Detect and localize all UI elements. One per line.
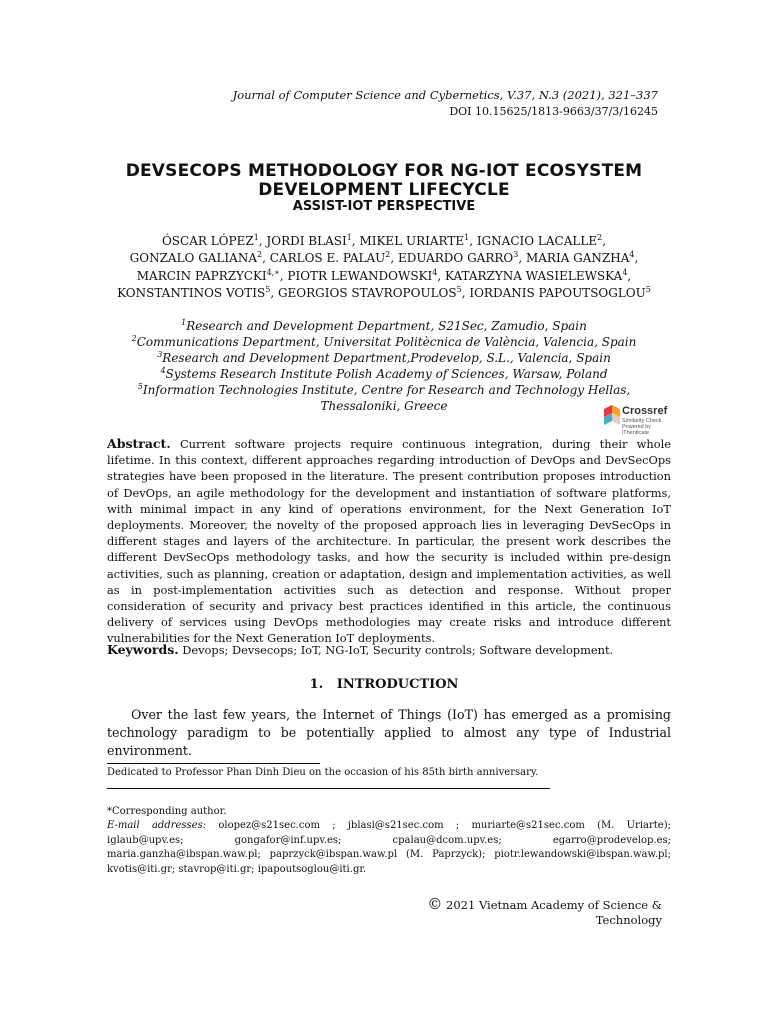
abstract-text: Current software projects require continuous integration, during their whole lifetime. In this context, different approaches regarding introduction of DevOps and DevSecOps strategies have been proposed in the literature. The present contribution proposes introduction of DevOps, an agile methodology for the development and instantiation of software platforms, with minimal impact in any kind of operations environment, for the Next Generation IoT deployments. Moreover, the novelty of the proposed approach lies in leveraging DevSecOps in different stages and layers of the architecture. In particular, the present work describes the different DevSecOps methodology tasks, and how the security is included within pre-design activities, such as planning, creation or adaptation, design and implementation activities, as well as in post-implementation activities such as detection and response. Without proper consideration of security and privacy best practices identified in this article, the continuous delivery of services using DevOps methodologies may create risks and introduce different vulnerabilities for the Next Generation IoT deployments. [107,437,671,646]
author-line-1: ÓSCAR LÓPEZ$^1$, JORDI BLASI$^1$, MIKEL URIARTE$^1$, IGNACIO LACALLE$^2$, [161,233,607,248]
crossref-icon [604,405,620,425]
title-line-1: DEVSECOPS METHODOLOGY FOR NG-IOT ECOSYSTEM [125,161,643,181]
paper-subtitle: ASSIST-IOT PERSPECTIVE [292,199,476,214]
keywords-text: Devops; Devsecops; IoT, NG-IoT, Security controls; Software development. [182,643,614,657]
title-line-2: DEVELOPMENT LIFECYCLE [258,180,510,200]
copyright-text: 2021 Vietnam Academy of Science & Technology [446,898,662,927]
crossref-name: Crossref [622,405,668,417]
affiliation: $^2$Communications Department, Universitat Politècnica de València, Valencia, Spain [131,334,637,349]
author-line-3: MARCIN $PAPRZYCKI^{4,∗}$, PIOTR LEWANDOWSKI$^4$, KATARZYNA WASIELEWSKA$^4$, [136,267,632,283]
affiliation: $^3$Research and Development Department,Prodevelop, S.L., Valencia, Spain [157,350,611,365]
copyright-symbol: © [427,895,443,913]
corresponding-author-note: *Corresponding author. [107,806,227,817]
affiliation: $^5$Information Technologies Institute, Centre for Research and Technology Hellas, [137,382,631,397]
intro-paragraph: Over the last few years, the Internet of Things (IoT) has emerged as a promising technology paradigm to be potentially applied to almost any type of Industrial environment. [107,707,671,758]
keywords-label: Keywords. [107,642,179,657]
crossref-logo[interactable] [604,405,668,436]
footnote-divider [107,763,320,764]
paper-title [60,162,708,200]
keywords [107,642,671,657]
affiliations [60,318,708,414]
affiliation: $^4$Systems Research Institute Polish Academy of Sciences, Warsaw, Poland [160,366,608,381]
author-line-2: GONZALO GALIANA$^2$, CARLOS E. PALAU$^2$, EDUARDO GARRO$^3$, MARIA GANZHA$^4$, [129,250,639,266]
journal-citation: Journal of Computer Science and Cybernetics, V.37, N.3 (2021), 321–337 [232,88,658,102]
affiliation: Thessaloniki, Greece [320,399,448,413]
email-label: E-mail addresses: [107,820,207,831]
email-list: olopez@s21sec.com ; jblasi@s21sec.com ; muriarte@s21sec.com (M. Uriarte); iglaub@upv.es; gongafor@inf.upv.es; cpalau@dcom.upv.es; egarro@prodevelop.es; maria.ganzha@ibspan.waw.pl; paprzyck@ibspan.waw.pl (M. Paprzyck); piotr.lewandowski@ibspan.waw.pl; kvotis@iti.gr; stavrop@iti.gr; ipapoutsoglou@iti.gr. [107,820,671,875]
abstract [107,436,671,647]
footnote-divider [107,788,550,789]
dedication-footnote: Dedicated to Professor Phan Dinh Dieu on the occasion of his 85th birth anniversary. [107,767,539,778]
crossref-subtitle: Similarity Check Powered by iThenticate [622,418,662,436]
abstract-label: Abstract. [107,436,171,451]
author-list [60,233,708,302]
author-line-4: KONSTANTINOS VOTIS$^5$, GEORGIOS STAVROPOULOS$^5$, IORDANIS PAPOUTSOGLOU$^5$ [117,284,651,300]
affiliation: $^1$Research and Development Department, S21Sec, Zamudio, Spain [181,318,587,333]
email-addresses [107,819,671,877]
section-heading: 1. INTRODUCTION [309,677,459,692]
copyright [370,895,662,927]
doi: DOI 10.15625/1813-9663/37/3/16245 [449,105,658,118]
